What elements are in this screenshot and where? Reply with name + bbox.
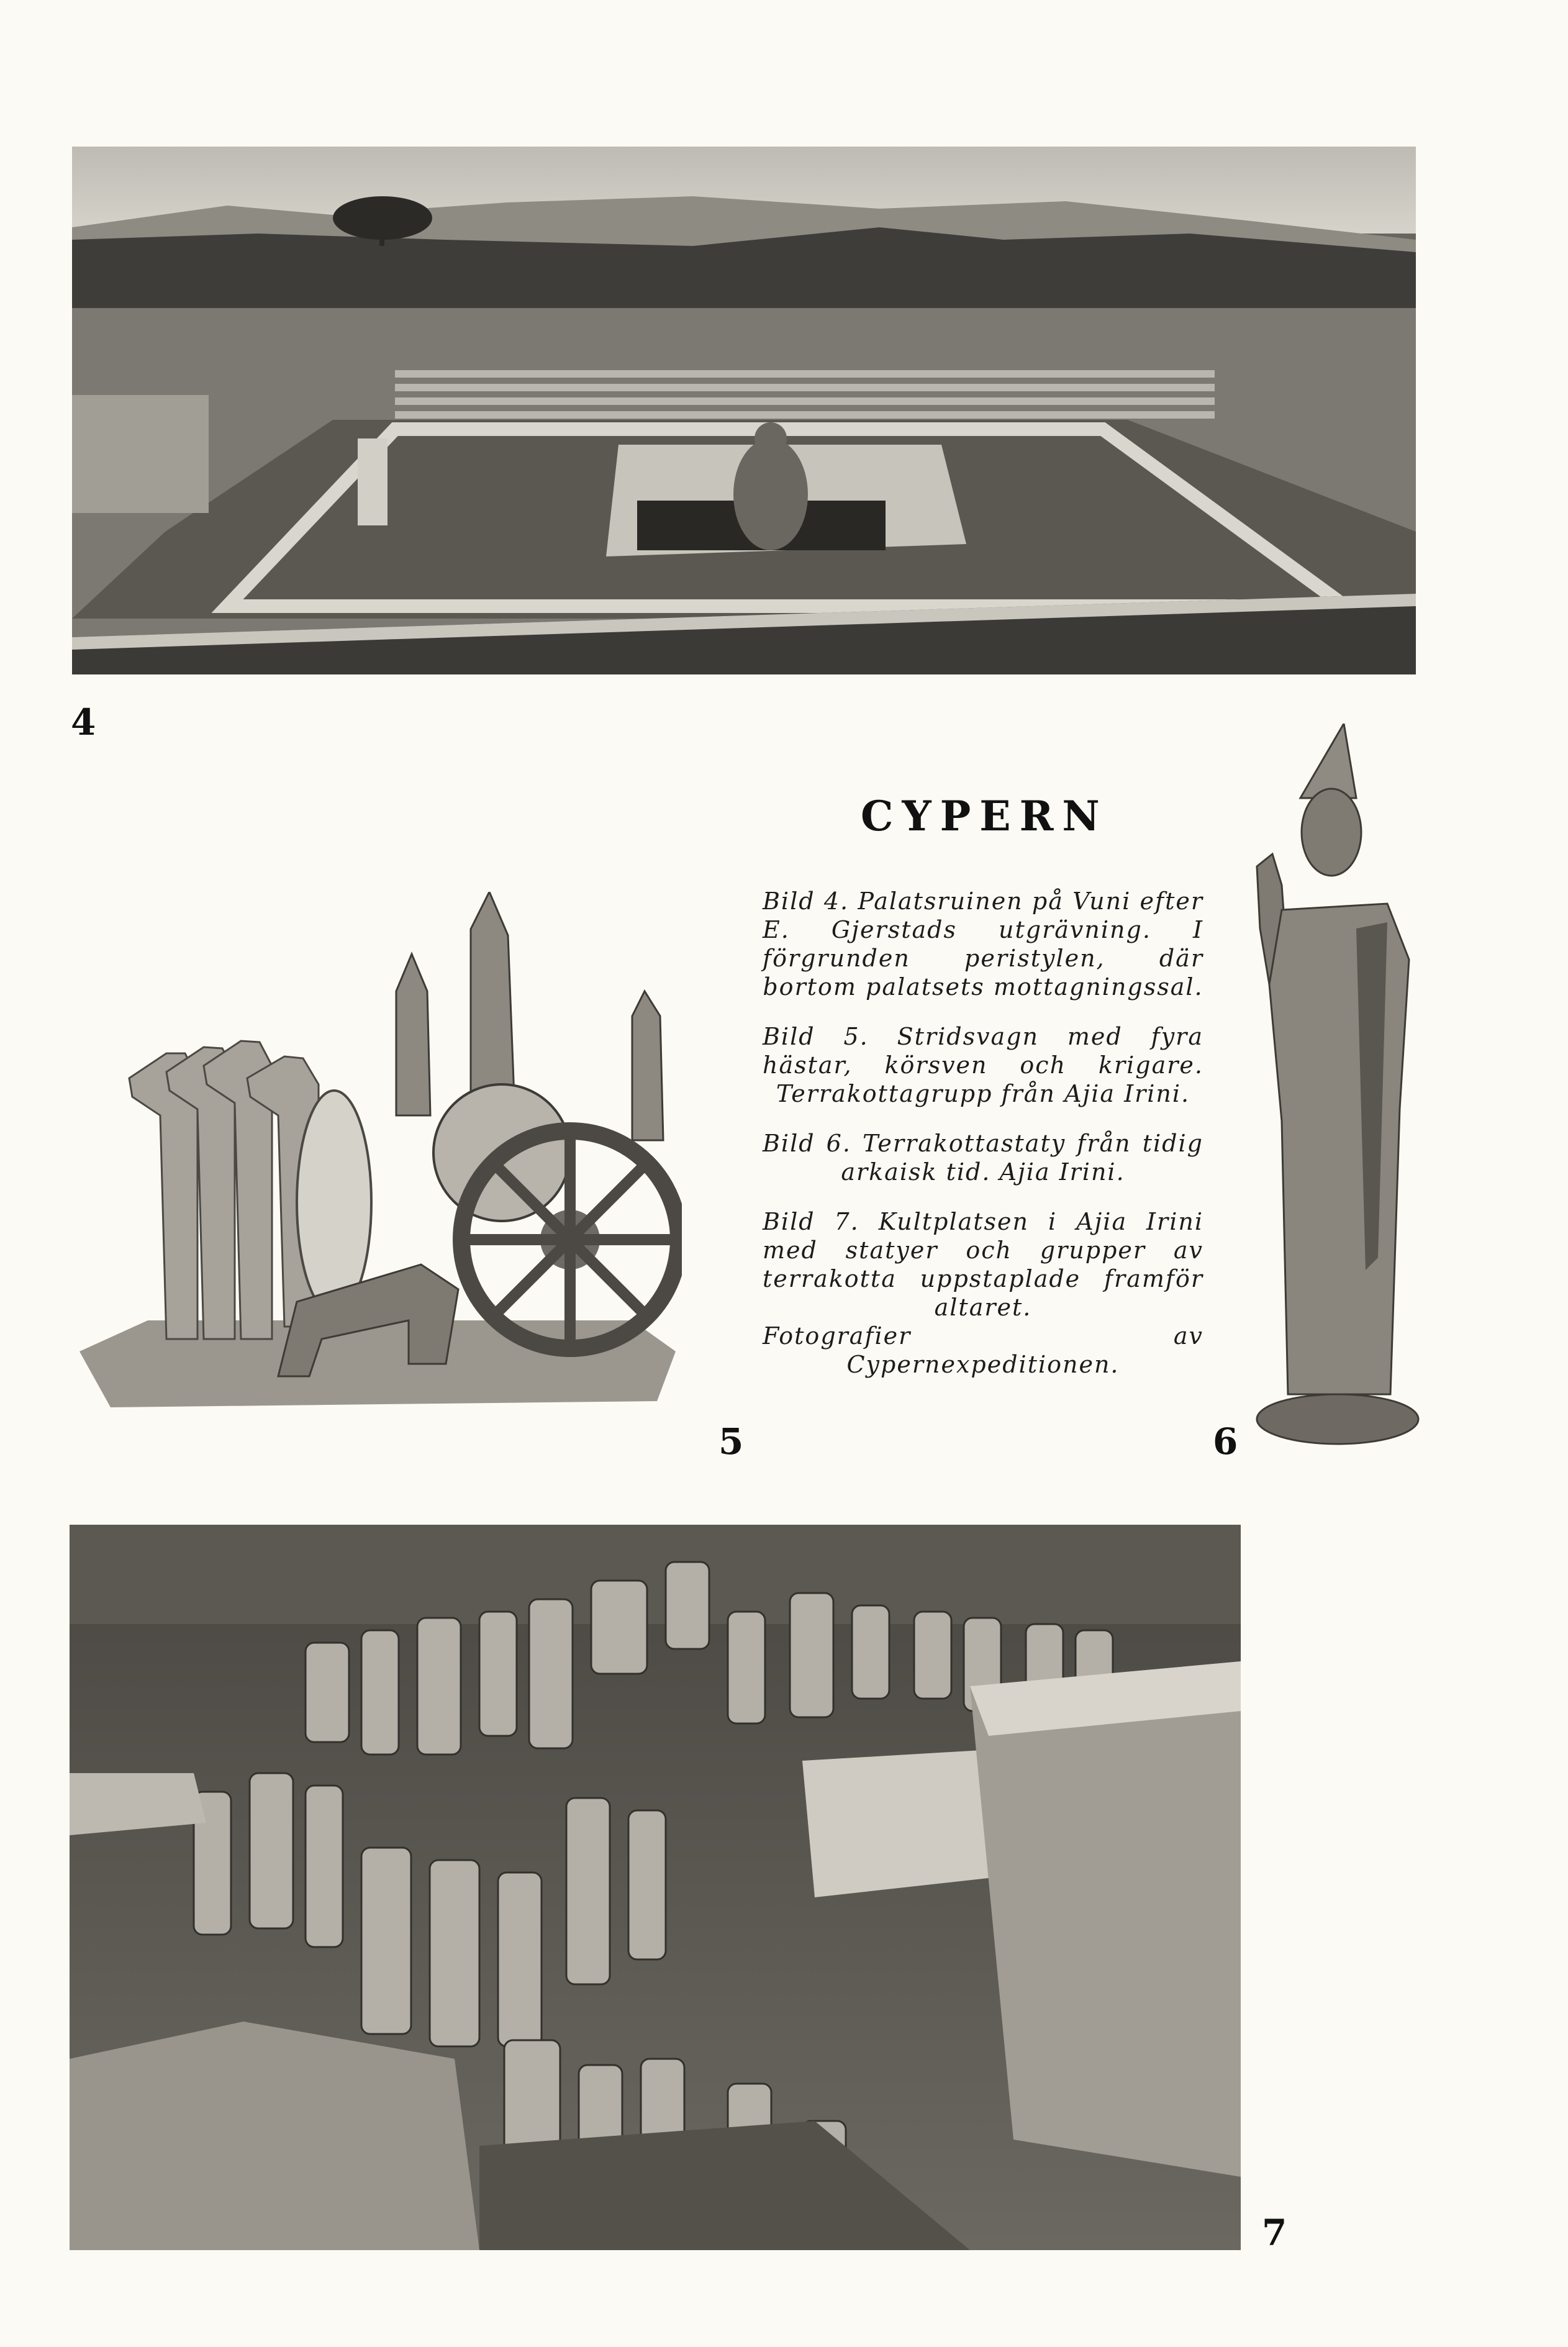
figure-4-photo	[72, 147, 1416, 674]
caption-bild-6: Bild 6. Terrakottastaty från tidig arkaisk tid. Ajia Irini.	[763, 1130, 1203, 1186]
figure-7-number: 7	[1262, 2212, 1287, 2254]
caption-bild-5: Bild 5. Stridsvagn med fyra hästar, körsven och krigare. Terrakottagrupp från Ajia Irini.	[763, 1023, 1203, 1107]
caption-bild-4: Bild 4. Palatsruinen på Vuni efter E. Gjerstads utgrävning. I förgrunden peristylen, där bortom palatsets mottagningssal.	[763, 888, 1203, 1001]
figure-4-number: 4	[71, 701, 96, 743]
figure-5-photo	[73, 892, 682, 1423]
figure-6-number: 6	[1213, 1420, 1238, 1463]
caption-bild-7: Bild 7. Kultplatsen i Ajia Irini med statyer och grupper av terrakotta uppstaplade framför altaret.	[763, 1208, 1203, 1321]
caption-block	[763, 887, 1203, 1343]
figure-5-number: 5	[718, 1420, 744, 1463]
figure-7-photo	[70, 1525, 1241, 2250]
figure-6-photo	[1244, 724, 1428, 1450]
photo-credit: Fotografier av Cypernexpeditionen.	[763, 1322, 1203, 1378]
page-title: CYPERN	[861, 792, 1108, 840]
